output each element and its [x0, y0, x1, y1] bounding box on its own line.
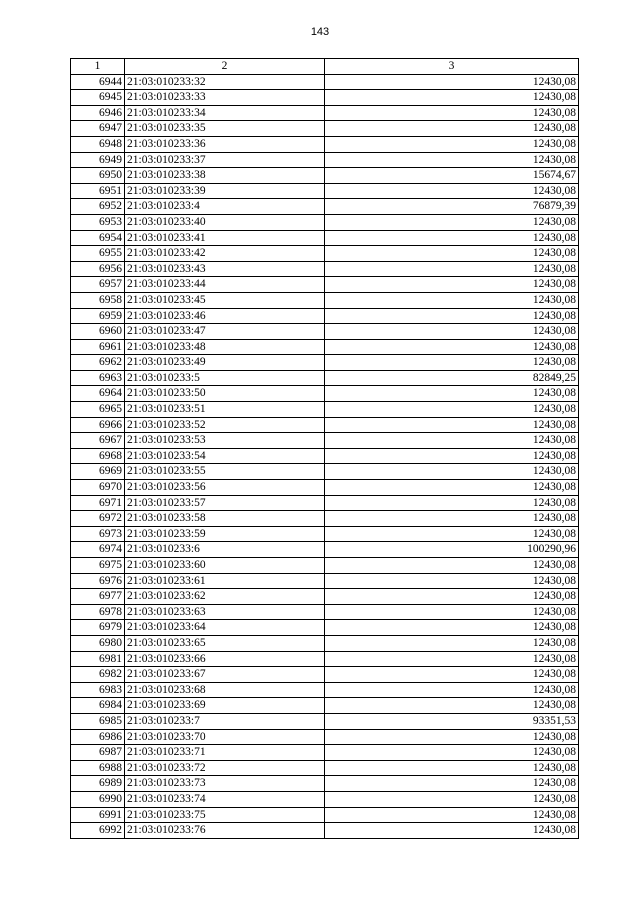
- table-row: [71, 604, 579, 620]
- table-row: [71, 90, 579, 106]
- cadastral-number-cell: 21:03:010233:44: [125, 277, 325, 293]
- cadastral-value-cell: 12430,08: [325, 682, 579, 698]
- table-row: [71, 339, 579, 355]
- table-row: [71, 246, 579, 262]
- table-row: [71, 589, 579, 605]
- cadastral-number-cell: 21:03:010233:76: [125, 823, 325, 839]
- table-row: [71, 308, 579, 324]
- cadastral-number-cell: 21:03:010233:42: [125, 246, 325, 262]
- cadastral-value-cell: 12430,08: [325, 495, 579, 511]
- cadastral-value-cell: 12430,08: [325, 339, 579, 355]
- cadastral-value-cell: 12430,08: [325, 464, 579, 480]
- cadastral-value-cell: 12430,08: [325, 214, 579, 230]
- table-row: [71, 526, 579, 542]
- table-row: [71, 807, 579, 823]
- column-header-2: 2: [125, 59, 325, 75]
- cadastral-value-cell: 12430,08: [325, 480, 579, 496]
- row-number-cell: 6967: [71, 433, 125, 449]
- table-row: [71, 823, 579, 839]
- table-row: [71, 713, 579, 729]
- cadastral-value-cell: 12430,08: [325, 604, 579, 620]
- cadastral-value-cell: 12430,08: [325, 620, 579, 636]
- cadastral-number-cell: 21:03:010233:49: [125, 355, 325, 371]
- cadastral-number-cell: 21:03:010233:70: [125, 729, 325, 745]
- row-number-cell: 6948: [71, 136, 125, 152]
- cadastral-value-cell: 12430,08: [325, 448, 579, 464]
- table-row: [71, 448, 579, 464]
- row-number-cell: 6979: [71, 620, 125, 636]
- cadastral-number-cell: 21:03:010233:64: [125, 620, 325, 636]
- cadastral-number-cell: 21:03:010233:55: [125, 464, 325, 480]
- cadastral-number-cell: 21:03:010233:72: [125, 760, 325, 776]
- table-row: [71, 105, 579, 121]
- cadastral-value-cell: 12430,08: [325, 745, 579, 761]
- table-row: [71, 698, 579, 714]
- table-row: [71, 495, 579, 511]
- cadastral-value-cell: 100290,96: [325, 542, 579, 558]
- cadastral-number-cell: 21:03:010233:65: [125, 635, 325, 651]
- table-row: [71, 433, 579, 449]
- column-header-3: 3: [325, 59, 579, 75]
- cadastral-value-cell: 12430,08: [325, 526, 579, 542]
- cadastral-value-cell: 12430,08: [325, 417, 579, 433]
- row-number-cell: 6952: [71, 199, 125, 215]
- cadastral-number-cell: 21:03:010233:61: [125, 573, 325, 589]
- row-number-cell: 6949: [71, 152, 125, 168]
- cadastral-value-cell: 82849,25: [325, 370, 579, 386]
- table-row: [71, 214, 579, 230]
- table-header: [71, 59, 579, 75]
- cadastral-number-cell: 21:03:010233:68: [125, 682, 325, 698]
- row-number-cell: 6945: [71, 90, 125, 106]
- cadastral-number-cell: 21:03:010233:48: [125, 339, 325, 355]
- cadastral-number-cell: 21:03:010233:47: [125, 324, 325, 340]
- cadastral-value-cell: 12430,08: [325, 402, 579, 418]
- cadastral-number-cell: 21:03:010233:73: [125, 776, 325, 792]
- cadastral-value-cell: 12430,08: [325, 246, 579, 262]
- row-number-cell: 6956: [71, 261, 125, 277]
- cadastral-number-cell: 21:03:010233:52: [125, 417, 325, 433]
- cadastral-value-cell: 12430,08: [325, 105, 579, 121]
- cadastral-value-cell: 12430,08: [325, 760, 579, 776]
- cadastral-number-cell: 21:03:010233:5: [125, 370, 325, 386]
- table-row: [71, 745, 579, 761]
- row-number-cell: 6976: [71, 573, 125, 589]
- cadastral-number-cell: 21:03:010233:71: [125, 745, 325, 761]
- cadastral-value-cell: 12430,08: [325, 729, 579, 745]
- table-row: [71, 464, 579, 480]
- row-number-cell: 6950: [71, 168, 125, 184]
- cadastral-number-cell: 21:03:010233:75: [125, 807, 325, 823]
- table-row: [71, 480, 579, 496]
- cadastral-number-cell: 21:03:010233:57: [125, 495, 325, 511]
- table-row: [71, 292, 579, 308]
- table-row: [71, 355, 579, 371]
- row-number-cell: 6985: [71, 713, 125, 729]
- table-row: [71, 651, 579, 667]
- cadastral-value-cell: 12430,08: [325, 573, 579, 589]
- cadastral-value-cell: 12430,08: [325, 230, 579, 246]
- row-number-cell: 6975: [71, 558, 125, 574]
- row-number-cell: 6964: [71, 386, 125, 402]
- row-number-cell: 6983: [71, 682, 125, 698]
- cadastral-value-cell: 12430,08: [325, 386, 579, 402]
- table-row: [71, 168, 579, 184]
- row-number-cell: 6957: [71, 277, 125, 293]
- cadastral-number-cell: 21:03:010233:62: [125, 589, 325, 605]
- table-row: [71, 277, 579, 293]
- column-header-1: 1: [71, 59, 125, 75]
- row-number-cell: 6966: [71, 417, 125, 433]
- cadastral-number-cell: 21:03:010233:35: [125, 121, 325, 137]
- cadastral-number-cell: 21:03:010233:60: [125, 558, 325, 574]
- page-number: 143: [310, 26, 330, 38]
- row-number-cell: 6972: [71, 511, 125, 527]
- cadastral-number-cell: 21:03:010233:37: [125, 152, 325, 168]
- cadastral-value-cell: 12430,08: [325, 308, 579, 324]
- cadastral-value-cell: 12430,08: [325, 433, 579, 449]
- table-row: [71, 620, 579, 636]
- table-body: [71, 74, 579, 838]
- row-number-cell: 6968: [71, 448, 125, 464]
- cadastral-number-cell: 21:03:010233:39: [125, 183, 325, 199]
- cadastral-value-cell: 12430,08: [325, 823, 579, 839]
- row-number-cell: 6951: [71, 183, 125, 199]
- row-number-cell: 6970: [71, 480, 125, 496]
- table-row: [71, 760, 579, 776]
- cadastral-value-cell: 12430,08: [325, 667, 579, 683]
- row-number-cell: 6965: [71, 402, 125, 418]
- cadastral-number-cell: 21:03:010233:69: [125, 698, 325, 714]
- table-row: [71, 729, 579, 745]
- table-row: [71, 121, 579, 137]
- row-number-cell: 6982: [71, 667, 125, 683]
- cadastral-number-cell: 21:03:010233:7: [125, 713, 325, 729]
- row-number-cell: 6987: [71, 745, 125, 761]
- cadastral-number-cell: 21:03:010233:59: [125, 526, 325, 542]
- cadastral-value-cell: 12430,08: [325, 90, 579, 106]
- cadastral-number-cell: 21:03:010233:32: [125, 74, 325, 90]
- row-number-cell: 6962: [71, 355, 125, 371]
- row-number-cell: 6974: [71, 542, 125, 558]
- row-number-cell: 6954: [71, 230, 125, 246]
- table-row: [71, 573, 579, 589]
- cadastral-value-cell: 12430,08: [325, 261, 579, 277]
- table-row: [71, 682, 579, 698]
- cadastral-value-cell: 12430,08: [325, 121, 579, 137]
- row-number-cell: 6977: [71, 589, 125, 605]
- header-row: [71, 59, 579, 75]
- row-number-cell: 6978: [71, 604, 125, 620]
- row-number-cell: 6944: [71, 74, 125, 90]
- cadastral-value-cell: 12430,08: [325, 355, 579, 371]
- row-number-cell: 6981: [71, 651, 125, 667]
- table-row: [71, 199, 579, 215]
- table-row: [71, 511, 579, 527]
- table-row: [71, 183, 579, 199]
- cadastral-number-cell: 21:03:010233:56: [125, 480, 325, 496]
- cadastral-number-cell: 21:03:010233:66: [125, 651, 325, 667]
- cadastral-number-cell: 21:03:010233:63: [125, 604, 325, 620]
- row-number-cell: 6980: [71, 635, 125, 651]
- cadastral-number-cell: 21:03:010233:34: [125, 105, 325, 121]
- table-row: [71, 542, 579, 558]
- row-number-cell: 6991: [71, 807, 125, 823]
- cadastral-number-cell: 21:03:010233:50: [125, 386, 325, 402]
- row-number-cell: 6973: [71, 526, 125, 542]
- cadastral-number-cell: 21:03:010233:41: [125, 230, 325, 246]
- table-row: [71, 417, 579, 433]
- row-number-cell: 6990: [71, 791, 125, 807]
- cadastral-number-cell: 21:03:010233:45: [125, 292, 325, 308]
- table-row: [71, 136, 579, 152]
- cadastral-number-cell: 21:03:010233:46: [125, 308, 325, 324]
- row-number-cell: 6946: [71, 105, 125, 121]
- table-row: [71, 402, 579, 418]
- cadastral-value-cell: 12430,08: [325, 791, 579, 807]
- cadastral-number-cell: 21:03:010233:33: [125, 90, 325, 106]
- row-number-cell: 6953: [71, 214, 125, 230]
- cadastral-value-cell: 12430,08: [325, 324, 579, 340]
- cadastral-value-cell: 12430,08: [325, 277, 579, 293]
- cadastral-number-cell: 21:03:010233:67: [125, 667, 325, 683]
- row-number-cell: 6984: [71, 698, 125, 714]
- cadastral-number-cell: 21:03:010233:58: [125, 511, 325, 527]
- row-number-cell: 6960: [71, 324, 125, 340]
- row-number-cell: 6969: [71, 464, 125, 480]
- cadastral-number-cell: 21:03:010233:4: [125, 199, 325, 215]
- cadastral-value-cell: 76879,39: [325, 199, 579, 215]
- cadastral-value-cell: 12430,08: [325, 635, 579, 651]
- row-number-cell: 6961: [71, 339, 125, 355]
- row-number-cell: 6989: [71, 776, 125, 792]
- cadastral-number-cell: 21:03:010233:51: [125, 402, 325, 418]
- row-number-cell: 6958: [71, 292, 125, 308]
- cadastral-value-cell: 12430,08: [325, 589, 579, 605]
- row-number-cell: 6986: [71, 729, 125, 745]
- cadastral-value-cell: 12430,08: [325, 558, 579, 574]
- cadastral-value-cell: 12430,08: [325, 183, 579, 199]
- cadastral-value-cell: 12430,08: [325, 651, 579, 667]
- row-number-cell: 6971: [71, 495, 125, 511]
- cadastral-value-cell: 12430,08: [325, 511, 579, 527]
- cadastral-value-cell: 12430,08: [325, 152, 579, 168]
- table-row: [71, 152, 579, 168]
- row-number-cell: 6992: [71, 823, 125, 839]
- table-row: [71, 667, 579, 683]
- cadastral-value-cell: 12430,08: [325, 776, 579, 792]
- cadastral-value-cell: 12430,08: [325, 74, 579, 90]
- table-row: [71, 261, 579, 277]
- cadastral-number-cell: 21:03:010233:43: [125, 261, 325, 277]
- cadastral-value-cell: 15674,67: [325, 168, 579, 184]
- table-row: [71, 74, 579, 90]
- cadastral-number-cell: 21:03:010233:53: [125, 433, 325, 449]
- row-number-cell: 6959: [71, 308, 125, 324]
- cadastral-number-cell: 21:03:010233:74: [125, 791, 325, 807]
- table-row: [71, 324, 579, 340]
- table-row: [71, 776, 579, 792]
- table-row: [71, 558, 579, 574]
- cadastral-value-table: [70, 58, 579, 839]
- cadastral-value-cell: 12430,08: [325, 807, 579, 823]
- cadastral-value-cell: 93351,53: [325, 713, 579, 729]
- cadastral-value-cell: 12430,08: [325, 292, 579, 308]
- cadastral-number-cell: 21:03:010233:36: [125, 136, 325, 152]
- row-number-cell: 6947: [71, 121, 125, 137]
- cadastral-number-cell: 21:03:010233:54: [125, 448, 325, 464]
- cadastral-number-cell: 21:03:010233:38: [125, 168, 325, 184]
- cadastral-number-cell: 21:03:010233:40: [125, 214, 325, 230]
- row-number-cell: 6963: [71, 370, 125, 386]
- cadastral-number-cell: 21:03:010233:6: [125, 542, 325, 558]
- row-number-cell: 6955: [71, 246, 125, 262]
- table-row: [71, 230, 579, 246]
- cadastral-value-cell: 12430,08: [325, 698, 579, 714]
- table-row: [71, 370, 579, 386]
- table-row: [71, 635, 579, 651]
- row-number-cell: 6988: [71, 760, 125, 776]
- cadastral-value-cell: 12430,08: [325, 136, 579, 152]
- table-row: [71, 386, 579, 402]
- table-row: [71, 791, 579, 807]
